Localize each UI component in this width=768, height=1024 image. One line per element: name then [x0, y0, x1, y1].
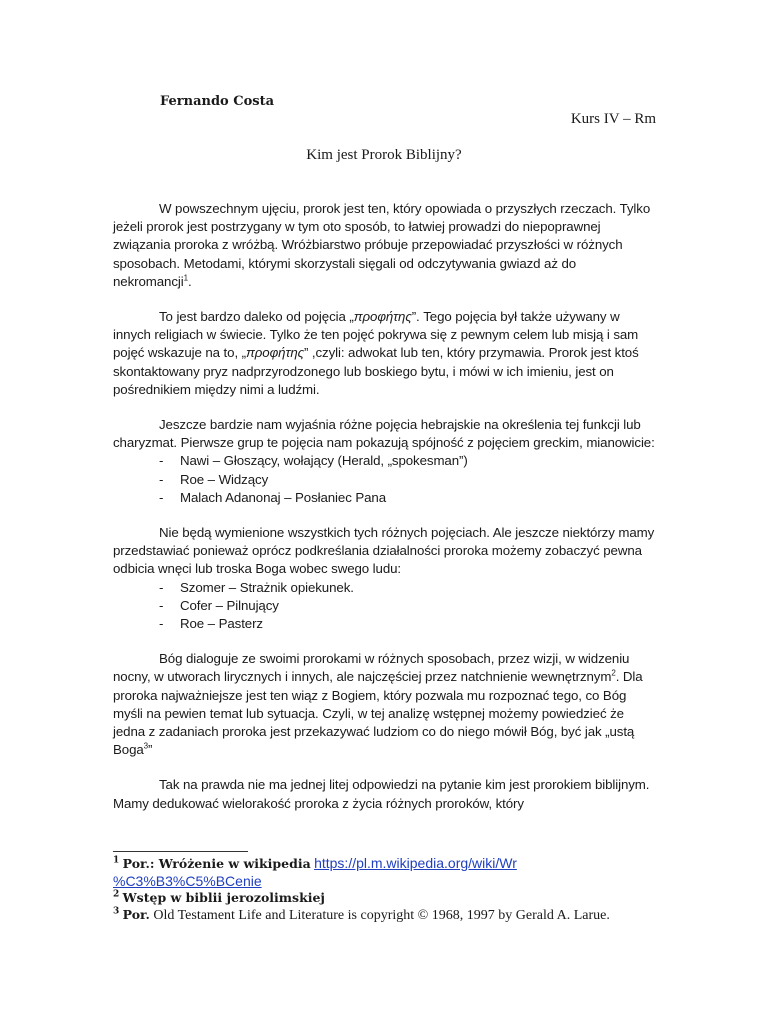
spacer — [113, 759, 656, 776]
footnote-2 — [113, 890, 673, 907]
footnote-ref-2[interactable]: 2 — [611, 669, 616, 679]
list-item: - Malach Adanonaj – Posłaniec Pana — [113, 489, 656, 507]
spacer — [113, 291, 656, 308]
footnote-1 — [113, 855, 673, 890]
footnote-ref-1[interactable]: 1 — [183, 273, 188, 283]
list-item: - Szomer – Strażnik opiekunek. — [113, 579, 656, 597]
footnote-text: Old Testament Life and Literature is copyright © 1968, 1997 by Gerald A. Larue. — [149, 907, 610, 923]
paragraph-6: Tak na prawda nie ma jednej litej odpowiedzi na pytanie kim jest prorokiem biblijnym. Mamy dedukować wielorakość proroka z życia różnych proroków, który — [113, 777, 650, 811]
footnotes — [113, 855, 673, 924]
list-item: - Roe – Widzący — [113, 471, 656, 489]
paragraph-3: Jeszcze bardzie nam wyjaśnia różne pojęcia hebrajskie na określenia tej funkcji lub charyzmat. Pierwsze grup te pojęcia nam pokazują spójność z pojęciem greckim, mianowicie: — [113, 417, 655, 451]
footnote-source: Por. — [122, 906, 150, 922]
care-terms-list — [113, 579, 656, 634]
greek-term: προφήτης — [245, 345, 304, 361]
list-item: - Cofer – Pilnujący — [113, 597, 656, 615]
spacer — [113, 399, 656, 416]
footnote-ref-3[interactable]: 3 — [143, 741, 149, 751]
link-line-1: https://pl.m.wikipedia.org/wiki/Wr — [314, 855, 517, 871]
paragraph-2-text-c: ” ,czyli: adwokat lub ten, który przymawia. Prorok jest ktoś skontaktowany pryz nadprzyrodzonego lub boskiego bytu, i mówi w ich imieniu, jest on pośrednikiem między nimi a ludźmi. — [113, 345, 639, 397]
author-name: Fernando Costa — [160, 94, 275, 109]
paragraph-2 — [113, 308, 656, 399]
document-title: Kim jest Prorok Biblijny? — [306, 147, 462, 163]
footnote-number: 3 — [113, 906, 120, 916]
paragraph-5-text-b: . Dla proroka najważniejsze jest ten wiąz z Bogiem, który pozwala mu rozpoznać tego, co Bóg myśli na pewien temat lub sytuacja. Czyli, w tej analizę wstępnej możemy powiedzieć że jedna z zadaniach proroka jest przekazywać ludziom co do niego mówił Bóg, być jak „ustą Boga — [113, 669, 643, 758]
link-line-2: %C3%B3%C5%BCenie — [113, 872, 262, 889]
paragraph-1-text: W powszechnym ujęciu, prorok jest ten, który opowiada o przyszłych rzeczach. Tylko jeżeli prorok jest postrzygany w tym oto sposób, to łatwiej prowadzi do niepoprawnej związania proroka z wróżbą. Wróżbiarstwo próbuje przepowiadać przyszłości w różnych sposobach. Metodami, którymi skorzystali sięgali od odczytywania gwiazd aż do nekromancji — [113, 201, 651, 289]
paragraph-2-text-b: ”. Tego pojęcia był także używany w innych religiach w świecie. Tylko że ten pojęć pokrywa się z pewnym celem lub misją i sam pojęć wskazuje na to, „ — [113, 309, 639, 361]
paragraph-4: Nie będą wymienione wszystkich tych różnych pojęciach. Ale jeszcze niektórzy mamy przedstawiać ponieważ oprócz podkreślania działalności proroka możemy zobaczyć pewna odbicia wnęci lub troska Boga wobec swego ludu: — [113, 525, 655, 577]
footnote-source: Wstęp w biblii jerozolimskiej — [122, 890, 325, 905]
footnote-source: Por.: Wróżenie w wikipedia — [122, 856, 311, 871]
footnote-3 — [113, 907, 673, 925]
paragraph-5 — [113, 650, 656, 759]
spacer — [113, 507, 656, 524]
footnote-separator — [113, 851, 248, 852]
spacer — [113, 633, 656, 650]
paragraph-1-end: . — [187, 273, 192, 289]
footnote-number: 1 — [113, 855, 120, 866]
list-item: - Nawi – Głoszący, wołający (Herald, „spokesman”) — [113, 452, 656, 470]
footnote-number: 2 — [113, 889, 120, 900]
greek-term: προφήτης — [353, 309, 412, 325]
paragraph-1 — [113, 200, 656, 291]
paragraph-2-text-a: To jest bardzo daleko od pojęcia „ — [159, 309, 354, 325]
document-body — [113, 200, 656, 813]
course-label: Kurs IV – Rm — [570, 111, 656, 127]
list-item: - Roe – Pasterz — [113, 615, 656, 633]
paragraph-5-text-a: Bóg dialoguje ze swoimi prorokami w różnych sposobach, przez wizji, w widzeniu nocny, w utworach lirycznych i innych, ale najczęściej przez natchnienie wewnętrznym — [113, 651, 630, 685]
hebrew-terms-list — [113, 452, 656, 507]
paragraph-5-end: ” — [148, 742, 153, 758]
